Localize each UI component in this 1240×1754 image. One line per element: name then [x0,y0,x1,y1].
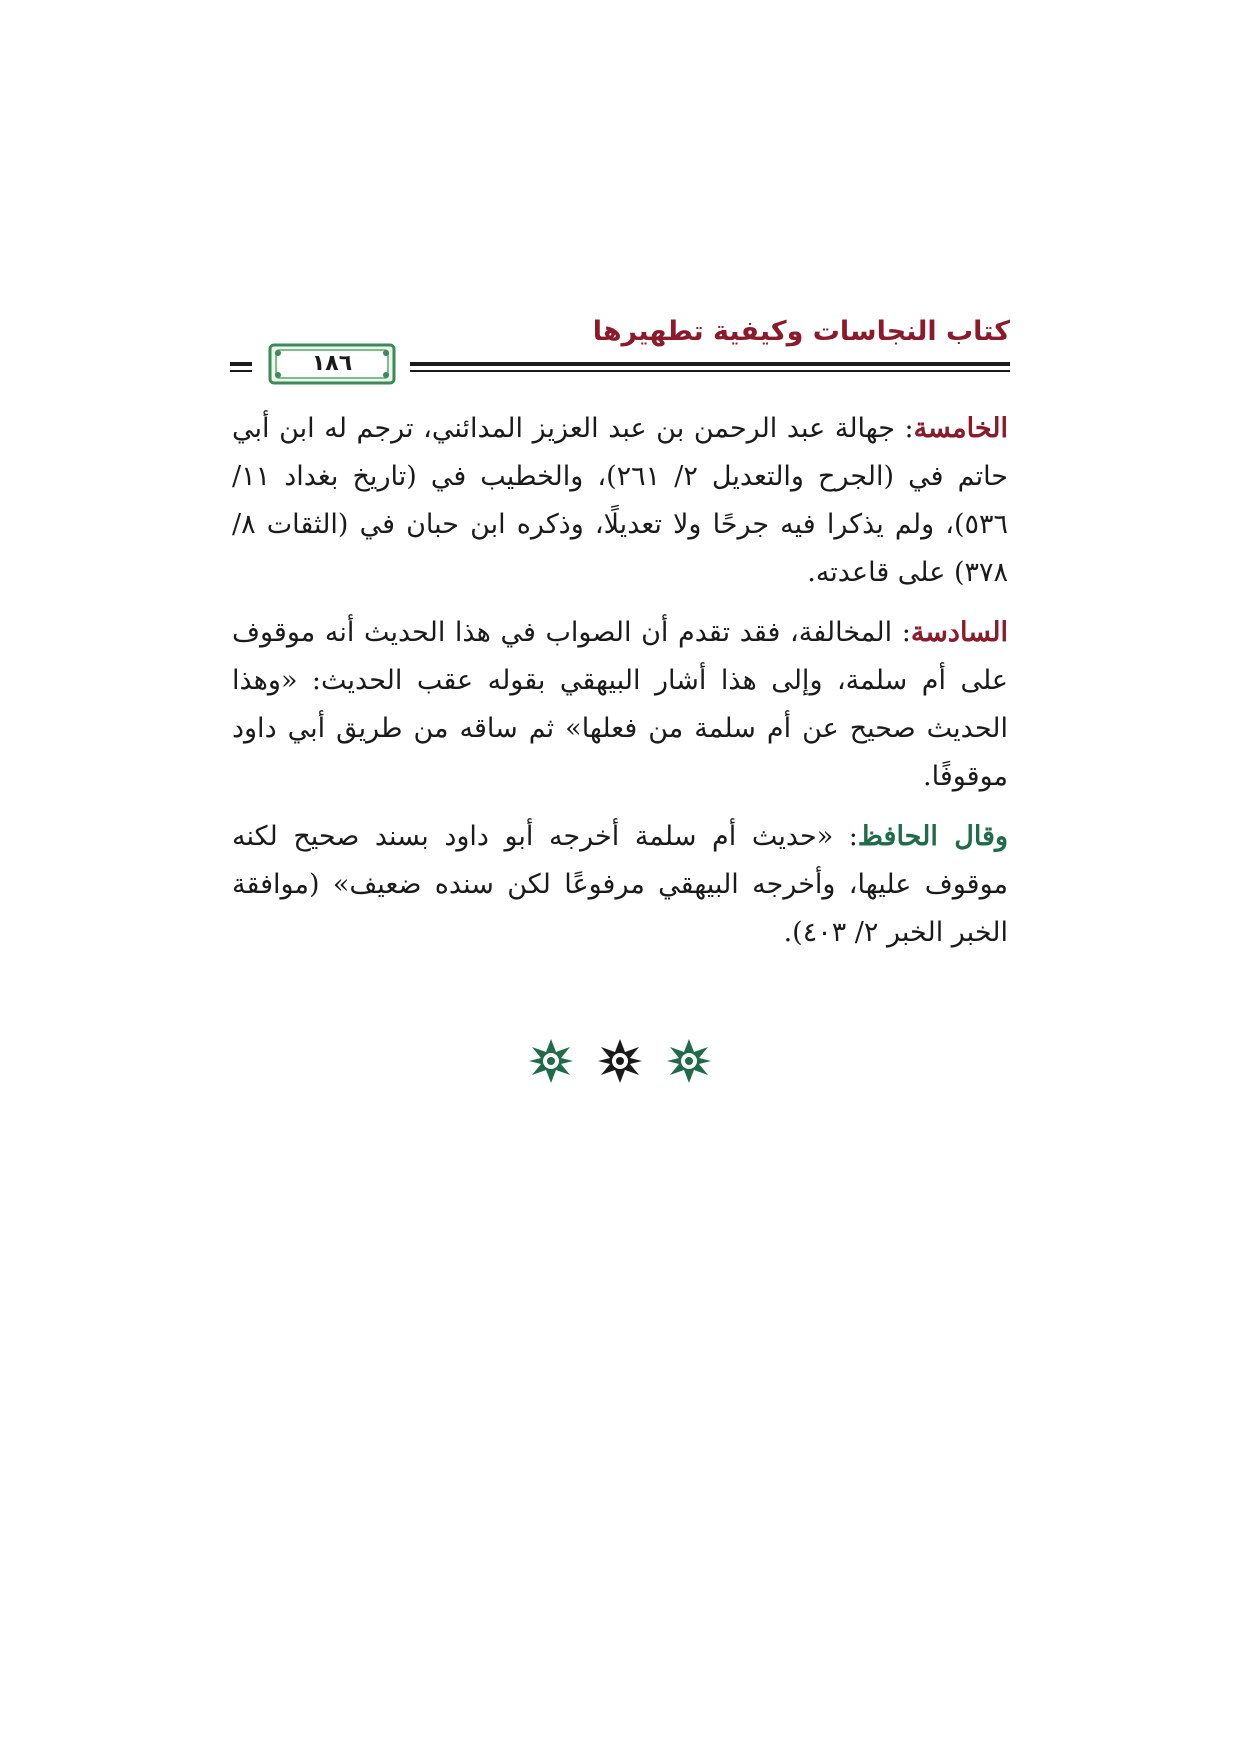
paragraph-lead: السادسة [910,617,1008,648]
green-star-ornament-icon [528,1038,574,1084]
paragraph-lead: الخامسة [913,413,1008,444]
main-text [232,405,1008,969]
page-number-badge [258,342,406,386]
header-rule-left-thick [230,362,252,366]
header-rule-thin [410,370,1010,372]
paragraph-text: : جهالة عبد الرحمن بن عبد العزيز المدائني، ترجم له ابن أبي حاتم في (الجرح والتعديل ٢/ ٢٦١)، والخطيب في (تاريخ بغداد ١١/ ٥٣٦)، ولم يذكرا فيه جرحًا ولا تعديلًا، وذكره ابن حبان في (الثقات ٨/ ٣٧٨) على قاعدته. [232,413,1008,588]
page-header [230,312,1010,390]
paragraph-fifth [232,405,1008,597]
running-title: كتاب النجاسات وكيفية تطهيرها [592,316,1010,347]
header-rule-left-thin [230,370,252,372]
paragraph-lead: وقال الحافظ [857,821,1008,852]
header-rule-thick [410,362,1010,366]
page-number: ١٨٦ [311,351,353,376]
section-end-ornaments [520,1038,720,1088]
paragraph-hafiz [232,813,1008,957]
paragraph-text: : المخالفة، فقد تقدم أن الصواب في هذا الحديث أنه موقوف على أم سلمة، وإلى هذا أشار البيهقي بقوله عقب الحديث: «وهذا الحديث صحيح عن أم سلمة من فعلها» ثم ساقه من طريق أبي داود موقوفًا. [232,617,1008,792]
black-star-ornament-icon [597,1038,643,1084]
paragraph-text: : «حديث أم سلمة أخرجه أبو داود بسند صحيح لكنه موقوف عليها، وأخرجه البيهقي مرفوعًا لكن سنده ضعيف» (موافقة الخبر الخبر ٢/ ٤٠٣). [232,821,1008,948]
paragraph-sixth [232,609,1008,801]
green-star-ornament-icon [666,1038,712,1084]
